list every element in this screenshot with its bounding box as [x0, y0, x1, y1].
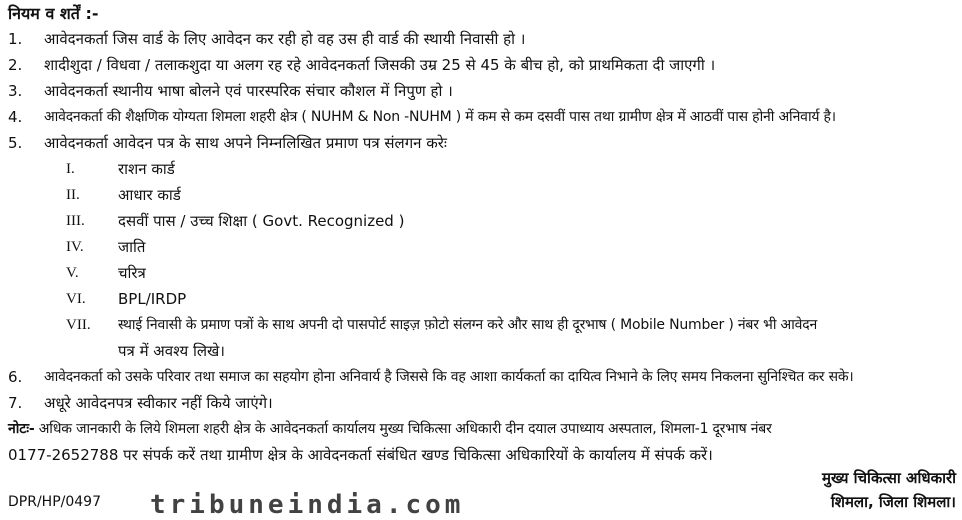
- document-text: जाति: [118, 238, 146, 256]
- rule-number: 3.: [8, 82, 23, 100]
- document-text: दसवीं पास / उच्च शिक्षा ( Govt. Recognized ): [118, 212, 405, 230]
- rule-text: आवेदनकर्ता की शैक्षणिक योग्यता शिमला शहरी क्षेत्र ( NUHM & Non -NUHM ) में कम से कम दसवीं पास तथा ग्रामीण क्षेत्र में आठवीं पास होनी अनिवार्य है।: [44, 109, 836, 125]
- rule-item: [8, 104, 956, 130]
- document-text: BPL/IRDP: [118, 290, 187, 308]
- documents-list: [8, 156, 956, 364]
- note-text-2: 0177-2652788 पर संपर्क करें तथा ग्रामीण क्षेत्र के आवेदनकर्ता संबंधित खण्ड चिकित्सा अधिकारियों के कार्यालय में संपर्क करें।: [8, 446, 713, 464]
- rule-number: 5.: [8, 134, 23, 152]
- rule-item: [8, 390, 956, 416]
- rule-text: आवेदनकर्ता आवेदन पत्र के साथ अपने निम्नलिखित प्रमाण पत्र संलगन करेः: [44, 134, 447, 152]
- watermark: tribuneindia.com: [150, 490, 465, 520]
- document-number: III.: [66, 213, 85, 229]
- rule-item: [8, 130, 956, 156]
- document-number: I.: [66, 161, 75, 177]
- document-number: VII.: [66, 317, 91, 333]
- note-text-1: अधिक जानकारी के लिये शिमला शहरी क्षेत्र के आवेदनकर्ता कार्यालय मुख्य चिकित्सा अधिकारी दीन दयाल उपाध्याय अस्पताल, शिमला-1 दूरभाष नंबर: [38, 421, 772, 437]
- document-item: [8, 156, 956, 182]
- document-text: राशन कार्ड: [118, 160, 175, 178]
- terms-heading: नियम व शर्तें :-: [8, 4, 99, 23]
- document-item: [8, 312, 956, 338]
- document-continuation-text: पत्र में अवश्य लिखे।: [118, 342, 225, 360]
- document-item: [8, 286, 956, 312]
- document-text: चरित्र: [118, 264, 146, 282]
- rule-item: [8, 364, 956, 390]
- rule-number: 2.: [8, 56, 23, 74]
- document-item: [8, 182, 956, 208]
- rule-number: 6.: [8, 368, 23, 386]
- reference-number: DPR/HP/0497: [8, 494, 101, 510]
- rule-number: 1.: [8, 30, 23, 48]
- document-number: VI.: [66, 291, 86, 307]
- rule-item: [8, 52, 956, 78]
- rule-text: शादीशुदा / विधवा / तलाकशुदा या अलग रह रहे आवेदनकर्ता जिसकी उम्र 25 से 45 के बीच हो, को प्राथमिकता दी जाएगी ।: [44, 56, 716, 74]
- rule-item: [8, 26, 956, 52]
- document-item: [8, 260, 956, 286]
- note-line-1: [8, 416, 956, 442]
- document-item-continuation: [8, 338, 956, 364]
- signatory-place: शिमला, जिला शिमला।: [830, 493, 956, 511]
- rule-text: आवेदनकर्ता को उसके परिवार तथा समाज का सहयोग होना अनिवार्य है जिससे कि वह आशा कार्यकर्ता का दायित्व निभाने के लिए समय निकलना सुनिश्चित कर सके।: [44, 369, 854, 385]
- rules-list: [8, 26, 956, 156]
- document-item: [8, 208, 956, 234]
- rule-number: 7.: [8, 394, 23, 412]
- document-item: [8, 234, 956, 260]
- document-text: आधार कार्ड: [118, 186, 181, 204]
- document-number: V.: [66, 265, 79, 281]
- note-label: नोटः-: [8, 421, 35, 437]
- document-text: स्थाई निवासी के प्रमाण पत्रों के साथ अपनी दो पासपोर्ट साइज़ फ़ोटो संलग्न करे और साथ ही दूरभाष ( Mobile Number ) नंबर भी आवेदन: [118, 317, 818, 333]
- rule-text: आवेदनकर्ता स्थानीय भाषा बोलने एवं पारस्परिक संचार कौशल में निपुण हो ।: [44, 82, 453, 100]
- signatory-title: मुख्य चिकित्सा अधिकारी: [821, 469, 956, 487]
- rules-list-continued: [8, 364, 956, 416]
- document-number: II.: [66, 187, 80, 203]
- rule-item: [8, 78, 956, 104]
- notice-body: [8, 2, 956, 468]
- rule-text: अधूरे आवेदनपत्र स्वीकार नहीं किये जाएंगे।: [44, 394, 273, 412]
- rule-text: आवेदनकर्ता जिस वार्ड के लिए आवेदन कर रही हो वह उस ही वार्ड की स्थायी निवासी हो ।: [44, 30, 526, 48]
- document-number: IV.: [66, 239, 84, 255]
- note-block: [8, 416, 956, 468]
- rule-number: 4.: [8, 108, 23, 126]
